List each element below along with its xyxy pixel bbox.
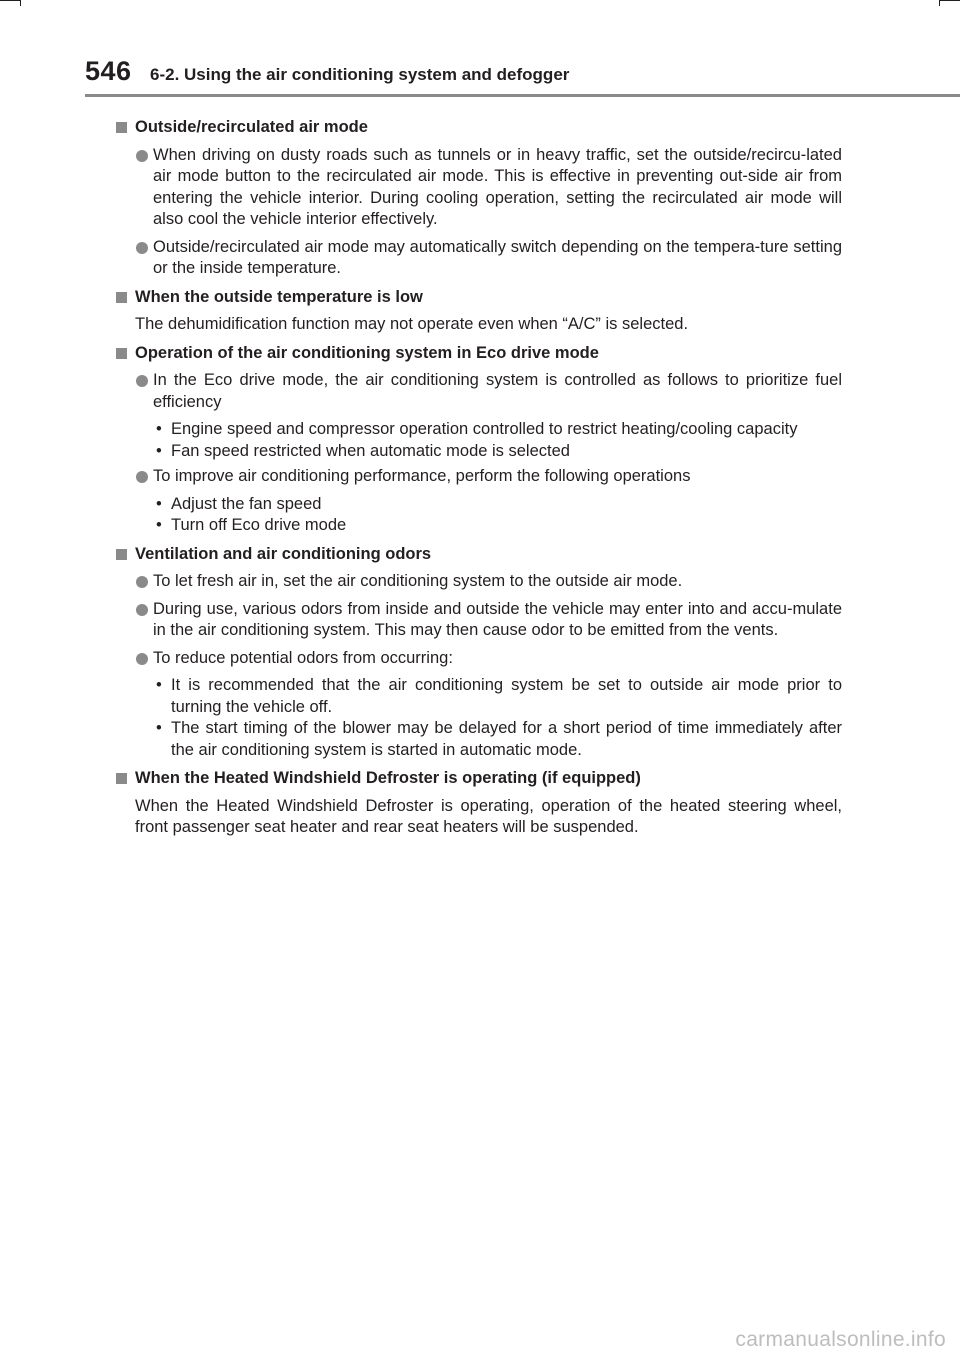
list-item	[116, 145, 842, 231]
section-heading	[116, 287, 842, 309]
dot-bullet-icon: •	[156, 676, 162, 694]
list-item	[116, 648, 842, 670]
sub-list-item	[116, 441, 842, 463]
section-heading	[116, 117, 842, 139]
section-heading	[116, 343, 842, 365]
page-content	[116, 110, 842, 845]
circle-bullet-icon	[136, 471, 148, 483]
circle-bullet-icon	[136, 242, 148, 254]
list-item-text: In the Eco drive mode, the air conditioning system is controlled as follows to prioritize fuel efficiency	[153, 371, 842, 411]
section-heading-text: Operation of the air conditioning system in Eco drive mode	[135, 343, 599, 362]
dot-bullet-icon: •	[156, 719, 162, 737]
sub-list-item	[116, 419, 842, 441]
square-bullet-icon	[116, 348, 127, 359]
section-heading	[116, 544, 842, 566]
sub-list	[116, 675, 842, 761]
list-item-text: To improve air conditioning performance, perform the following operations	[153, 467, 691, 485]
list-item-text: During use, various odors from inside and outside the vehicle may enter into and accu-mulate in the air conditioning system. This may then cause odor to be emitted from the vents.	[153, 599, 842, 639]
list-item	[116, 237, 842, 280]
section-heading-text: Outside/recirculated air mode	[135, 118, 368, 136]
paragraph: When the Heated Windshield Defroster is operating, operation of the heated steering wheel, front passenger seat heater and rear seat heaters will be suspended.	[135, 796, 842, 836]
square-bullet-icon	[116, 773, 127, 784]
page-number: 546	[85, 56, 132, 86]
circle-bullet-icon	[136, 653, 148, 665]
section-heading-text: Ventilation and air conditioning odors	[135, 544, 432, 563]
sub-list-item-text: Turn off Eco drive mode	[171, 516, 347, 534]
header-divider	[85, 94, 960, 97]
circle-bullet-icon	[136, 576, 148, 588]
dot-bullet-icon: •	[156, 494, 162, 513]
sub-list-item	[116, 675, 842, 718]
square-bullet-icon	[116, 549, 127, 560]
page-header	[0, 0, 960, 100]
list-item	[116, 571, 842, 593]
circle-bullet-icon	[136, 604, 148, 616]
sub-list-item-text: It is recommended that the air conditioning system be set to outside air mode prior to turning the vehicle off.	[171, 676, 842, 716]
dot-bullet-icon: •	[156, 516, 162, 534]
sub-list-item	[116, 515, 842, 537]
list-item	[116, 599, 842, 642]
section-heading-text: When the outside temperature is low	[135, 287, 423, 306]
sub-list-item-text: The start timing of the blower may be delayed for a short period of time immediately after the air conditioning system is started in automatic mode.	[171, 719, 842, 759]
list-item-text: When driving on dusty roads such as tunnels or in heavy traffic, set the outside/recircu-lated air mode button to the recirculated air mode. This is effective in preventing out-side air from entering the vehicle interior. During cooling operation, setting the recirculated air mode will also cool the vehicle interior effectively.	[153, 145, 842, 228]
sub-list-item	[116, 494, 842, 516]
paragraph: The dehumidification function may not operate even when “A/C” is selected.	[135, 315, 689, 333]
watermark: carmanualsonline.info	[735, 1328, 946, 1351]
section-heading	[116, 768, 842, 790]
dot-bullet-icon: •	[156, 441, 162, 460]
sub-list-item-text: Fan speed restricted when automatic mode is selected	[171, 441, 570, 460]
sub-list-item-text: Engine speed and compressor operation controlled to restrict heating/cooling capacity	[171, 420, 798, 438]
square-bullet-icon	[116, 292, 127, 303]
sub-list	[116, 419, 842, 462]
list-item-text: To let fresh air in, set the air conditioning system to the outside air mode.	[153, 572, 683, 590]
list-item-text: Outside/recirculated air mode may automatically switch depending on the tempera-ture setting or the inside temperature.	[153, 237, 842, 277]
chapter-title: 6-2. Using the air conditioning system and defogger	[150, 65, 570, 84]
square-bullet-icon	[116, 122, 127, 133]
section-heading-text: When the Heated Windshield Defroster is operating (if equipped)	[135, 769, 641, 787]
dot-bullet-icon: •	[156, 420, 162, 438]
list-item-text: To reduce potential odors from occurring:	[153, 648, 453, 667]
circle-bullet-icon	[136, 150, 148, 162]
sub-list-item	[116, 718, 842, 761]
circle-bullet-icon	[136, 375, 148, 387]
sub-list	[116, 494, 842, 537]
list-item	[116, 466, 842, 488]
list-item	[116, 370, 842, 413]
sub-list-item-text: Adjust the fan speed	[171, 494, 322, 513]
